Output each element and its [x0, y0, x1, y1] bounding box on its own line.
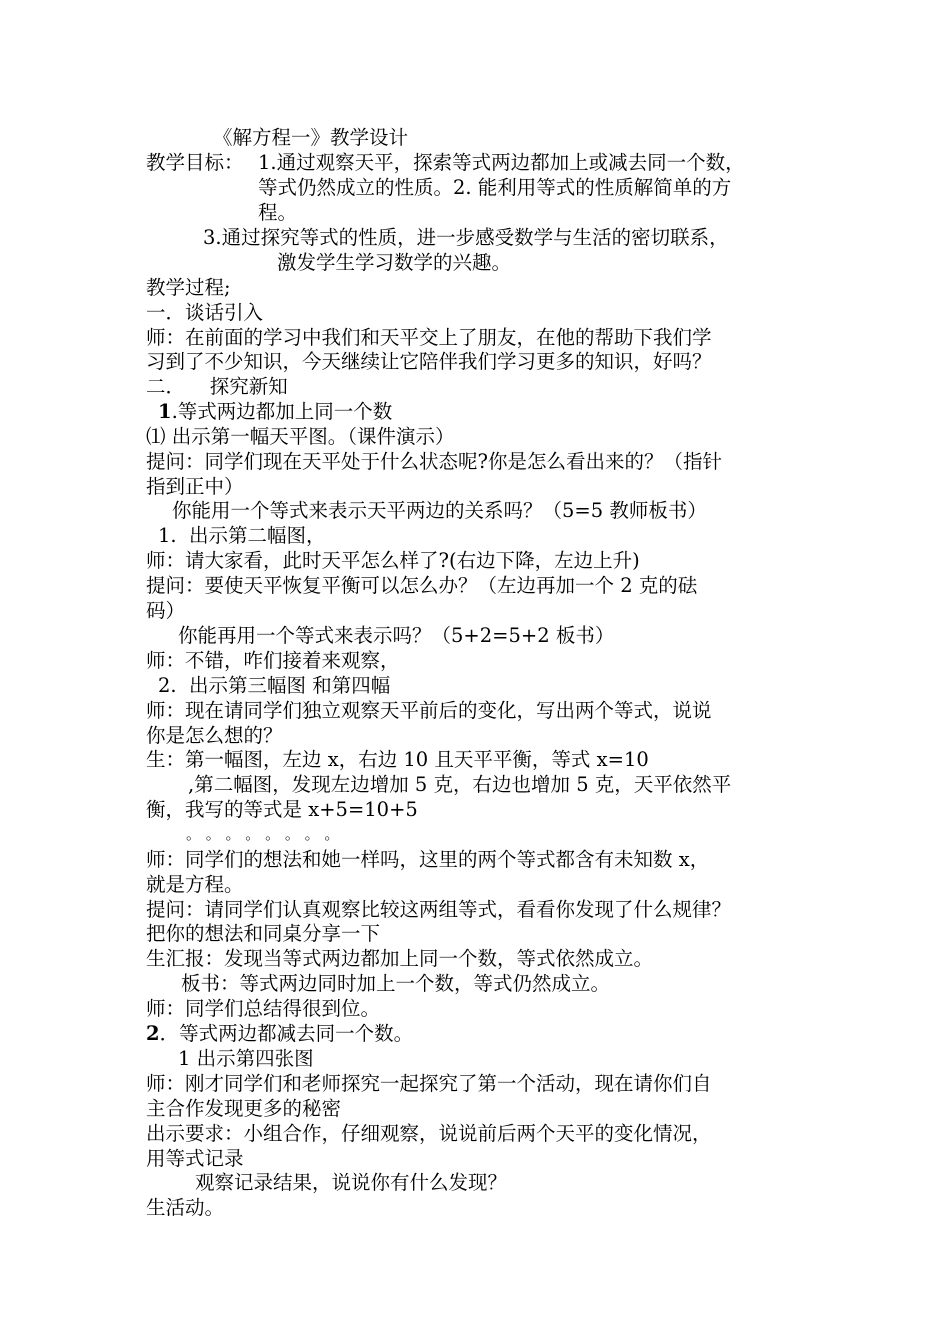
- paragraph: 师：刚才同学们和老师探究一起探究了第一个活动，现在请你们自: [146, 1072, 712, 1095]
- topic-number: 2: [146, 1022, 160, 1045]
- paragraph: 码）: [146, 599, 186, 622]
- paragraph: 用等式记录: [146, 1147, 244, 1170]
- emphasis-dots: 。 。 。 。 。 。 。 。: [186, 825, 340, 843]
- section-heading-1: 一．谈话引入: [146, 301, 264, 324]
- paragraph: 生：第一幅图，左边 x，右边 10 且天平平衡，等式 x=10: [146, 748, 649, 771]
- paragraph: 提问：同学们现在天平处于什么状态呢?你是怎么看出来的？（指针: [146, 450, 722, 473]
- goal-line-5: 激发学生学习数学的兴趣。: [277, 251, 512, 274]
- document-title: 《解方程一》教学设计: [213, 126, 409, 149]
- paragraph: 习到了不少知识，今天继续让它陪伴我们学习更多的知识，好吗？: [146, 350, 712, 373]
- paragraph: 师：现在请同学们独立观察天平前后的变化，写出两个等式，说说: [146, 699, 712, 722]
- paragraph: 师：在前面的学习中我们和天平交上了朋友，在他的帮助下我们学: [146, 326, 712, 349]
- paragraph: ,第二幅图，发现左边增加 5 克，右边也增加 5 克，天平依然平: [188, 773, 732, 796]
- goal-line-4: 3.通过探究等式的性质，进一步感受数学与生活的密切联系，: [203, 226, 729, 249]
- topic-heading-2: [146, 1022, 413, 1046]
- paragraph: 1. 出示第二幅图，: [158, 524, 326, 547]
- topic-text: ．等式两边都减去同一个数。: [159, 1022, 414, 1045]
- process-label: 教学过程;: [146, 276, 231, 299]
- goal-line-3: 程。: [258, 201, 298, 224]
- paragraph: 指到正中）: [146, 475, 244, 498]
- paragraph: 提问：请同学们认真观察比较这两组等式，看看你发现了什么规律？: [146, 898, 732, 921]
- goal-line-2: 等式仍然成立的性质。2. 能利用等式的性质解简单的方: [258, 176, 732, 199]
- goals-label: 教学目标：: [146, 151, 244, 174]
- paragraph: 1 出示第四张图: [178, 1047, 314, 1070]
- paragraph: 主合作发现更多的秘密: [146, 1097, 342, 1120]
- paragraph: 师：同学们的想法和她一样吗，这里的两个等式都含有未知数 x，: [146, 848, 710, 871]
- goal-line-1: 1.通过观察天平，探索等式两边都加上或减去同一个数，: [258, 151, 745, 174]
- paragraph: 师：请大家看，此时天平怎么样了?(右边下降，左边上升): [146, 549, 640, 572]
- section-heading-2: 二． 探究新知: [146, 375, 288, 398]
- paragraph: 衡，我写的等式是 x+5=10+5: [146, 798, 418, 821]
- paragraph: 你能用一个等式来表示天平两边的关系吗？（5=5 教师板书）: [172, 499, 707, 522]
- paragraph: 把你的想法和同桌分享一下: [146, 922, 381, 945]
- paragraph: 师：不错，咋们接着来观察，: [146, 649, 400, 672]
- paragraph: 生活动。: [146, 1196, 225, 1219]
- paragraph: ⑴ 出示第一幅天平图。（课件演示）: [146, 425, 455, 448]
- paragraph: 师：同学们总结得很到位。: [146, 997, 381, 1020]
- paragraph: 提问：要使天平恢复平衡可以怎么办？（左边再加一个 2 克的砝: [146, 574, 698, 597]
- paragraph: 观察记录结果，说说你有什么发现？: [195, 1171, 508, 1194]
- topic-number: 1: [158, 400, 172, 423]
- paragraph: 就是方程。: [146, 873, 244, 896]
- paragraph: 2. 出示第三幅图 和第四幅: [158, 674, 391, 697]
- paragraph: 你是怎么想的？: [146, 724, 283, 747]
- paragraph: 生汇报：发现当等式两边都加上同一个数，等式依然成立。: [146, 947, 654, 970]
- topic-heading-1: [158, 400, 392, 424]
- paragraph: 板书：等式两边同时加上一个数，等式仍然成立。: [181, 972, 611, 995]
- topic-text: .等式两边都加上同一个数: [171, 400, 393, 423]
- paragraph: 你能再用一个等式来表示吗？（5+2=5+2 板书）: [178, 624, 615, 647]
- paragraph: 出示要求：小组合作，仔细观察，说说前后两个天平的变化情况，: [146, 1122, 712, 1145]
